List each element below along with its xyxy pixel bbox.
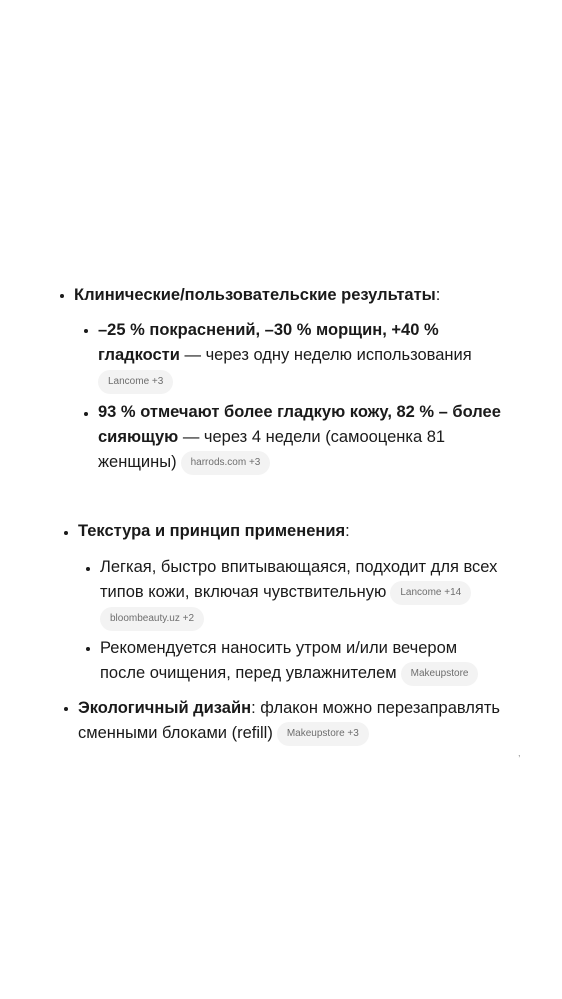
heading-text: Текстура и принцип применения	[78, 522, 346, 540]
heading-text: Экологичный дизайн	[78, 699, 252, 717]
bullet	[86, 647, 90, 651]
clinical-point-1	[98, 318, 518, 394]
source-chip[interactable]: harrods.com +3	[181, 451, 271, 475]
stray-mark: ,	[518, 748, 521, 758]
eco-design-item	[78, 696, 518, 746]
point-text: Рекомендуется наносить утром и/или вечером после очищения, перед увлажнителем	[100, 639, 458, 682]
source-chip[interactable]: Lancome +3	[98, 370, 173, 394]
texture-point-2	[100, 636, 490, 686]
clinical-point-2	[98, 400, 518, 475]
texture-point-1	[100, 555, 520, 631]
source-chip[interactable]: Lancome +14	[390, 581, 471, 605]
bullet	[84, 329, 88, 333]
bullet	[64, 531, 68, 535]
point-bold: –25 % покраснений, –30 % морщин, +40 % гладкости	[98, 321, 439, 364]
point-text: : флакон можно перезаправлять сменными блоками (refill)	[78, 699, 501, 742]
point-text: — через 4 недели (самооценка 81 женщины)	[98, 428, 446, 471]
point-bold: 93 % отмечают более гладкую кожу, 82 % – более сияющую	[98, 403, 501, 446]
source-chip[interactable]: bloombeauty.uz +2	[100, 607, 204, 631]
source-chip[interactable]: Makeupstore +3	[277, 722, 369, 746]
heading-text: Клинические/пользовательские результаты	[74, 286, 436, 304]
bullet	[84, 412, 88, 416]
point-text: — через одну неделю использования	[179, 346, 472, 364]
clinical-results-heading: Клинические/пользовательские результаты:	[74, 286, 441, 304]
point-text: Легкая, быстро впитывающаяся, подходит для всех типов кожи, включая чувствительную	[100, 558, 498, 601]
bullet	[64, 707, 68, 711]
source-chip[interactable]: Makeupstore	[401, 662, 479, 686]
bullet	[60, 294, 64, 298]
texture-heading: Текстура и принцип применения:	[78, 522, 350, 540]
bullet	[86, 567, 90, 571]
